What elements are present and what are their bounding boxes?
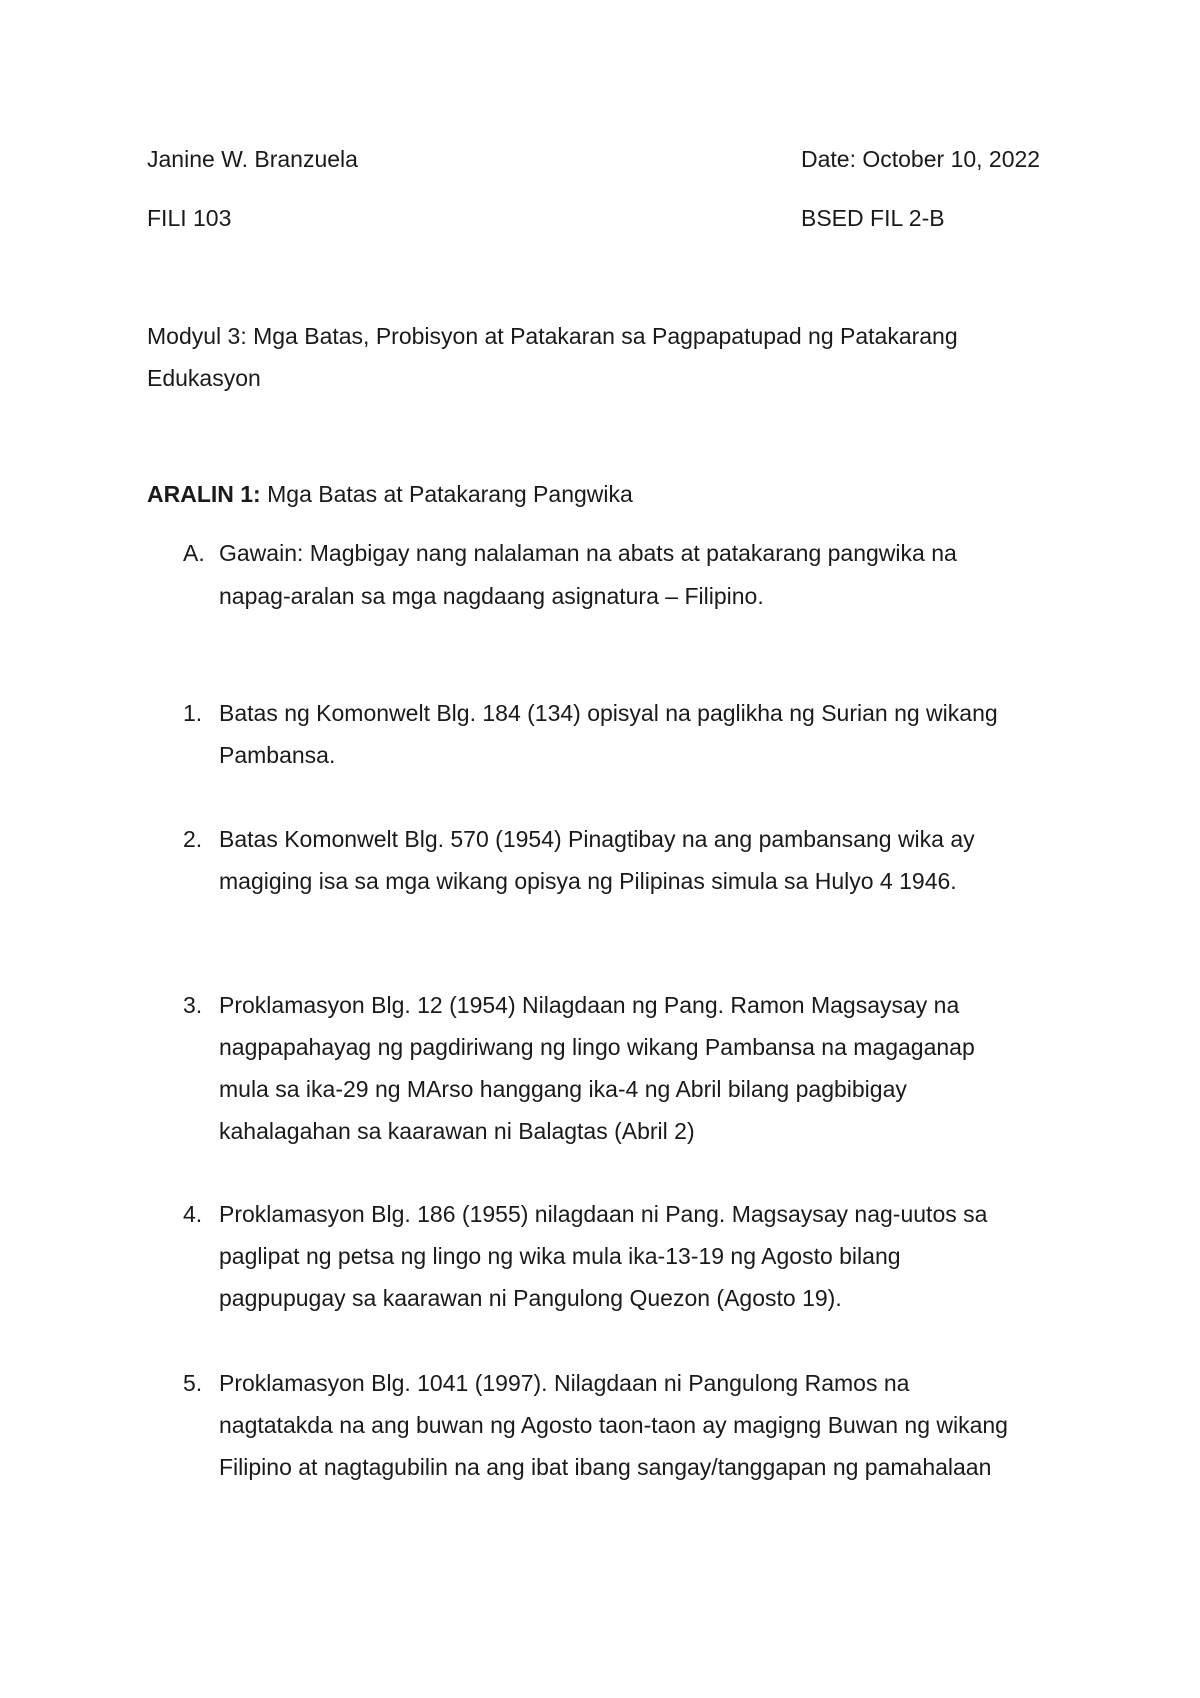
list-item-line: kahalagahan sa kaarawan ni Balagtas (Abril 2) <box>219 1118 695 1144</box>
list-item <box>219 1201 987 1327</box>
task-line-2: napag-aralan sa mga nagdaang asignatura – Filipino. <box>219 583 764 609</box>
list-item <box>219 826 975 910</box>
list-item-number: 2. <box>183 826 203 852</box>
course-code: FILI 103 <box>147 205 232 231</box>
list-item-line: Proklamasyon Blg. 1041 (1997). Nilagdaan ni Pangulong Ramos na <box>219 1370 910 1396</box>
task-marker: A. <box>183 540 205 566</box>
lesson-label: ARALIN 1: <box>147 481 261 507</box>
list-item <box>219 700 998 784</box>
list-item-line: Batas ng Komonwelt Blg. 184 (134) opisyal na paglikha ng Surian ng wikang <box>219 700 998 726</box>
list-item-line: mula sa ika-29 ng MArso hanggang ika-4 ng Abril bilang pagbibigay <box>219 1076 907 1102</box>
list-item-number: 5. <box>183 1370 203 1396</box>
list-item-line: Proklamasyon Blg. 12 (1954) Nilagdaan ng Pang. Ramon Magsaysay na <box>219 992 960 1018</box>
section-label: BSED FIL 2-B <box>801 205 945 231</box>
list-item-line: paglipat ng petsa ng lingo ng wika mula ika-13-19 ng Agosto bilang <box>219 1243 901 1269</box>
student-name: Janine W. Branzuela <box>147 146 358 172</box>
list-item <box>219 992 975 1160</box>
submission-date: Date: October 10, 2022 <box>801 146 1041 172</box>
task-line-1: Gawain: Magbigay nang nalalaman na abats at patakarang pangwika na <box>219 540 957 566</box>
list-item-number: 1. <box>183 700 203 726</box>
list-item-line: nagpapahayag ng pagdiriwang ng lingo wikang Pambansa na magaganap <box>219 1034 975 1060</box>
module-title-line-2: Edukasyon <box>147 365 261 391</box>
list-item-line: Filipino at nagtagubilin na ang ibat ibang sangay/tanggapan ng pamahalaan <box>219 1454 992 1480</box>
list-item-line: Pambansa. <box>219 742 336 768</box>
list-item-line: magiging isa sa mga wikang opisya ng Pilipinas simula sa Hulyo 4 1946. <box>219 868 957 894</box>
list-item-number: 4. <box>183 1201 203 1227</box>
list-item-line: nagtatakda na ang buwan ng Agosto taon-taon ay magigng Buwan ng wikang <box>219 1412 1008 1438</box>
lesson-title: Mga Batas at Patakarang Pangwika <box>260 481 633 507</box>
list-item-line: pagpupugay sa kaarawan ni Pangulong Quezon (Agosto 19). <box>219 1285 842 1311</box>
list-item-number: 3. <box>183 992 203 1018</box>
list-item <box>219 1370 1008 1496</box>
list-item-line: Proklamasyon Blg. 186 (1955) nilagdaan ni Pang. Magsaysay nag-uutos sa <box>219 1201 988 1227</box>
list-item-line: Batas Komonwelt Blg. 570 (1954) Pinagtibay na ang pambansang wika ay <box>219 826 975 852</box>
lesson-heading <box>147 481 633 508</box>
module-title-line-1: Modyul 3: Mga Batas, Probisyon at Patakaran sa Pagpapatupad ng Patakarang <box>147 323 958 349</box>
